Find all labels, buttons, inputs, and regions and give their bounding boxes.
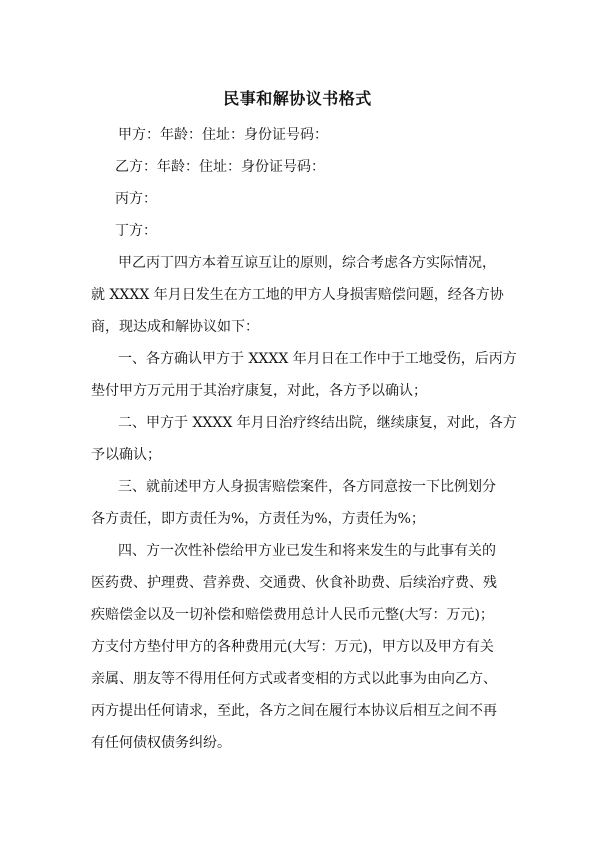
clause-2-line-1: 二、甲方于 XXXX 年月日治疗终结出院，继续康复，对此，各方 (118, 415, 517, 431)
clause-1-line-2: 垫付甲方万元用于其治疗康复，对此，各方予以确认； (91, 383, 427, 399)
clause-1-line-1: 一、各方确认甲方于 XXXX 年月日在工作中于工地受伤，后丙方 (118, 351, 517, 367)
clause-3-line-2: 各方责任，即方责任为%，方责任为%，方责任为%； (91, 511, 425, 527)
clause-3-line-1: 三、就前述甲方人身损害赔偿案件，各方同意按一下比例划分 (118, 479, 496, 495)
preamble-line-3: 商，现达成和解协议如下： (91, 319, 259, 335)
clause-4-line-5: 亲属、朋友等不得用任何方式或者变相的方式以此事为由向乙方、 (91, 671, 497, 687)
preamble-line-1: 甲乙丙丁四方本着互谅互让的原则，综合考虑各方实际情况， (118, 255, 496, 271)
document-title: 民事和解协议书格式 (223, 89, 372, 108)
party-a-line: 甲方：年龄：住址：身份证号码： (118, 127, 328, 143)
clause-4-line-1: 四、方一次性补偿给甲方业已发生和将来发生的与此事有关的 (118, 543, 496, 559)
clause-4-line-6: 丙方提出任何请求，至此，各方之间在履行本协议后相互之间不再 (91, 703, 497, 719)
preamble-line-2: 就 XXXX 年月日发生在方工地的甲方人身损害赔偿问题，经各方协 (91, 287, 504, 303)
clause-4-line-7: 有任何债权债务纠纷。 (91, 735, 231, 751)
party-b-line: 乙方：年龄：住址：身份证号码： (115, 159, 325, 175)
clause-4-line-3: 疾赔偿金以及一切补偿和赔偿费用总计人民币元整(大写：万元)； (91, 607, 494, 623)
party-d-line: 丁方： (115, 223, 157, 239)
clause-2-line-2: 予以确认； (91, 447, 161, 463)
clause-4-line-4: 方支付方垫付甲方的各种费用元(大写：万元)，甲方以及甲方有关 (91, 639, 494, 655)
clause-4-line-2: 医药费、护理费、营养费、交通费、伙食补助费、后续治疗费、残 (91, 575, 497, 591)
party-c-line: 丙方： (115, 191, 157, 207)
